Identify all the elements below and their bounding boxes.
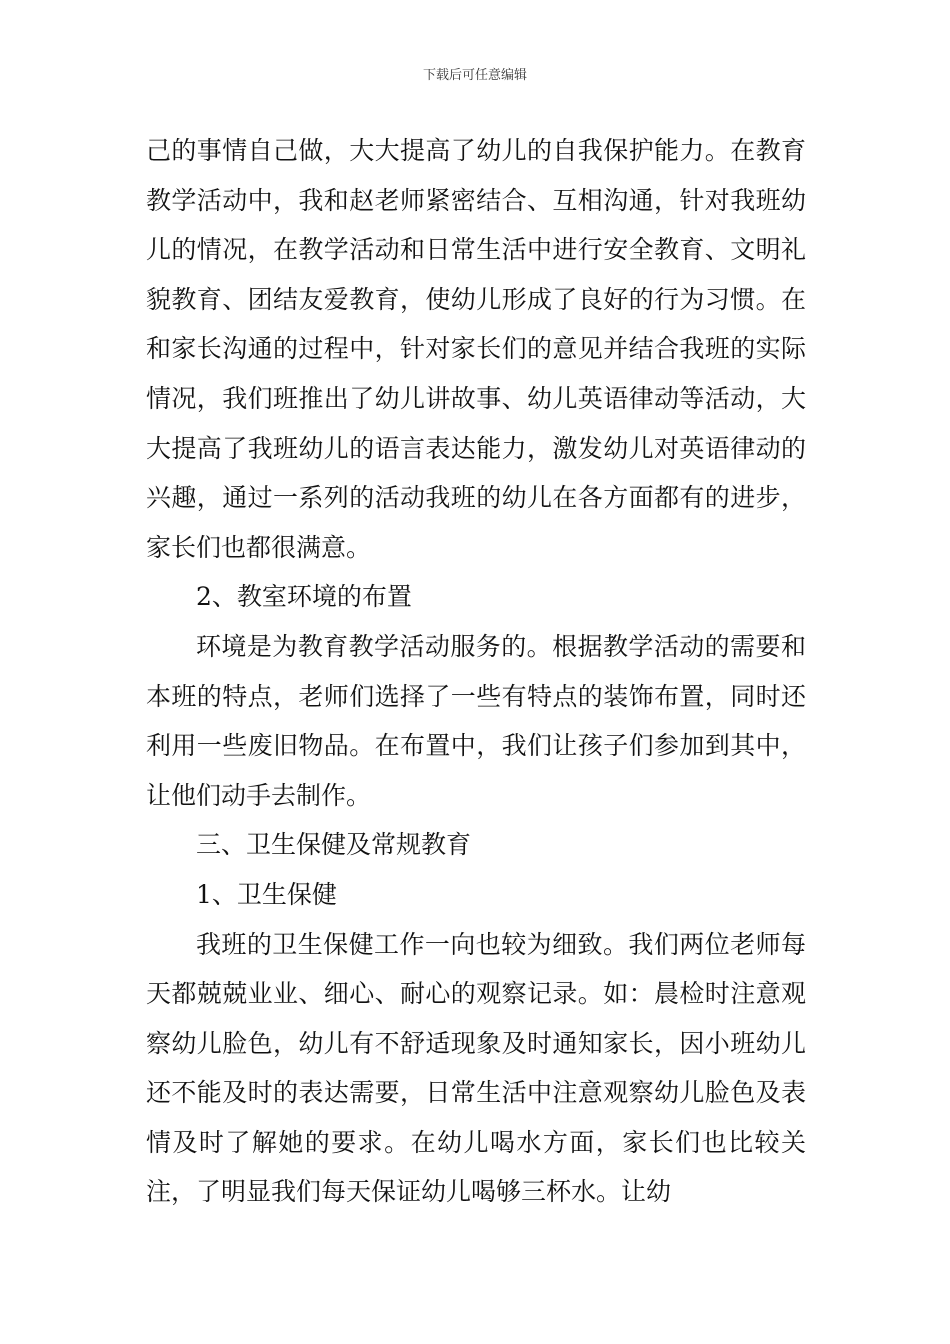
paragraph-environment: 环境是为教育教学活动服务的。根据教学活动的需要和本班的特点，老师们选择了一些有特点的装饰布置，同时还利用一些废旧物品。在布置中，我们让孩子们参加到其中，让他们动手去制作。 xyxy=(146,631,806,810)
heading-hygiene-and-routine: 三、卫生保健及常规教育 xyxy=(196,830,472,860)
page-header: 下载后可任意编辑 xyxy=(422,68,527,83)
subheading-hygiene-care: 1、卫生保健 xyxy=(196,879,337,909)
document-body xyxy=(146,126,806,1217)
subheading-classroom-environment: 2、教室环境的布置 xyxy=(196,582,412,612)
paragraph-continuation: 己的事情自己做，大大提高了幼儿的自我保护能力。在教育教学活动中，我和赵老师紧密结合、互相沟通，针对我班幼儿的情况，在教学活动和日常生活中进行安全教育、文明礼貌教育、团结友爱教育，使幼儿形成了良好的行为习惯。在和家长沟通的过程中，针对家长们的意见并结合我班的实际情况，我们班推出了幼儿讲故事、幼儿英语律动等活动，大大提高了我班幼儿的语言表达能力，激发幼儿对英语律动的兴趣，通过一系列的活动我班的幼儿在各方面都有的进步，家长们也都很满意。 xyxy=(146,136,806,562)
paragraph-hygiene-care: 我班的卫生保健工作一向也较为细致。我们两位老师每天都兢兢业业、细心、耐心的观察记录。如：晨检时注意观察幼儿脸色，幼儿有不舒适现象及时通知家长，因小班幼儿还不能及时的表达需要，日常生活中注意观察幼儿脸色及表情及时了解她的要求。在幼儿喝水方面，家长们也比较关注，了明显我们每天保证幼儿喝够三杯水。让幼 xyxy=(146,929,806,1207)
